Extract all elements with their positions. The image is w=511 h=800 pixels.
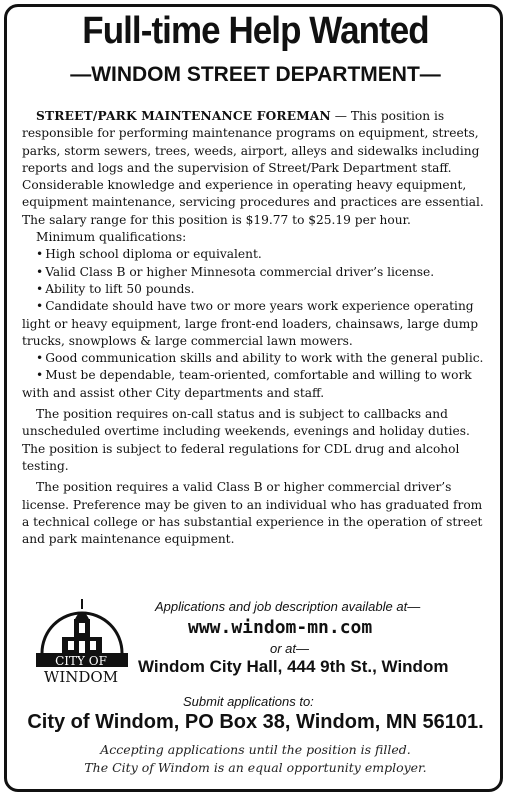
logo-text-windom: WINDOM bbox=[43, 668, 119, 686]
footer-eoe: The City of Windom is an equal opportunity employer. bbox=[84, 760, 427, 775]
qualification-item: • Good communication skills and ability to work with the general public. bbox=[22, 350, 492, 367]
qualification-item: • Must be dependable, team-oriented, comfortable and willing to work with and assist other City departments and staff. bbox=[22, 367, 492, 402]
paragraph-oncall: The position requires on-call status and is subject to callbacks and unscheduled overtime including weekends, evenings and holiday duties. The position is subject to federal regulations for CDL drug and alcohol testing. bbox=[22, 407, 470, 473]
website-link[interactable]: www.windom-mn.com bbox=[188, 617, 373, 638]
submit-text: Submit applications to: bbox=[183, 694, 314, 709]
ad-body bbox=[22, 108, 492, 548]
paragraph-license: The position requires a valid Class B or higher commercial driver’s license. Preference may be given to an individual who has graduated from a technical college or has substantial experience in the operation of street and park maintenance equipment. bbox=[22, 480, 483, 547]
qualification-item: • Valid Class B or higher Minnesota commercial driver’s license. bbox=[22, 264, 492, 281]
qualifications-heading: Minimum qualifications: bbox=[36, 230, 187, 245]
position-description bbox=[22, 108, 492, 229]
ad-title: Full-time Help Wanted bbox=[82, 10, 429, 52]
position-heading: STREET/PARK MAINTENANCE FOREMAN bbox=[36, 109, 331, 123]
qualification-item: • Candidate should have two or more years work experience operating light or heavy equipment, large front-end loaders, chainsaws, large dump trucks, snowplows & large commercial lawn mowers. bbox=[22, 298, 492, 350]
mailing-address: City of Windom, PO Box 38, Windom, MN 56101. bbox=[27, 711, 484, 733]
qualification-item: • High school diploma or equivalent. bbox=[22, 246, 492, 263]
city-hall-address: Windom City Hall, 444 9th St., Windom bbox=[138, 657, 449, 676]
qualification-item: • Ability to lift 50 pounds. bbox=[22, 281, 492, 298]
or-at-text: or at— bbox=[270, 641, 310, 656]
position-description-text: — This position is responsible for performing maintenance programs on equipment, streets, parks, storm sewers, trees, weeds, airport, alleys and sidewalks including reports and logs and the supervision of Street/Park Department staff. Considerable knowledge and experience in operating heavy equipment, equipment maintenance, servicing procedures and practices are essential. The salary range for this position is $19.77 to $25.19 per hour. bbox=[22, 109, 484, 227]
apply-text: Applications and job description available at— bbox=[155, 599, 421, 614]
logo-text-city-of: CITY OF bbox=[55, 654, 107, 668]
footer-accepting: Accepting applications until the position is filled. bbox=[100, 742, 411, 757]
ad-subtitle: —WINDOM STREET DEPARTMENT— bbox=[70, 63, 441, 86]
